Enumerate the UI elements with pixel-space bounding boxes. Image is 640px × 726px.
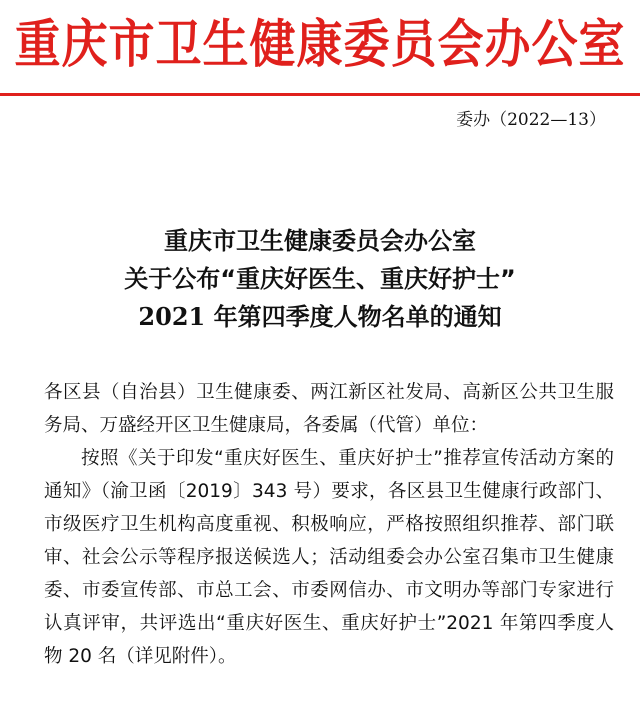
notice-title	[0, 222, 640, 336]
document-number: 委办（2022—13）	[456, 110, 606, 130]
addressees-paragraph: 各区县（自治县）卫生健康委、两江新区社发局、高新区公共卫生服务局、万盛经开区卫生健康局，各委属（代管）单位：	[44, 382, 614, 436]
notice-body	[44, 376, 614, 673]
notice-title-line-2: 关于公布“重庆好医生、重庆好护士”	[124, 265, 516, 293]
notice-title-line-3: 2021 年第四季度人物名单的通知	[138, 302, 502, 331]
notice-title-line-1: 重庆市卫生健康委员会办公室	[164, 227, 476, 255]
masthead-title: 重庆市卫生健康委员会办公室	[14, 13, 626, 75]
masthead-red-rule	[0, 93, 640, 96]
body-paragraph-1: 按照《关于印发“重庆好医生、重庆好护士”推荐宣传活动方案的通知》（渝卫函〔2019〕343 号）要求，各区县卫生健康行政部门、市级医疗卫生机构高度重视、积极响应，严格按照组织推荐、部门联审、社会公示等程序报送候选人；活动组委会办公室召集市卫生健康委、市委宣传部、市总工会、市委网信办、市文明办等部门专家进行认真评审，共评选出“重庆好医生、重庆好护士”2021 年第四季度人物 20 名（详见附件）。	[44, 448, 614, 667]
